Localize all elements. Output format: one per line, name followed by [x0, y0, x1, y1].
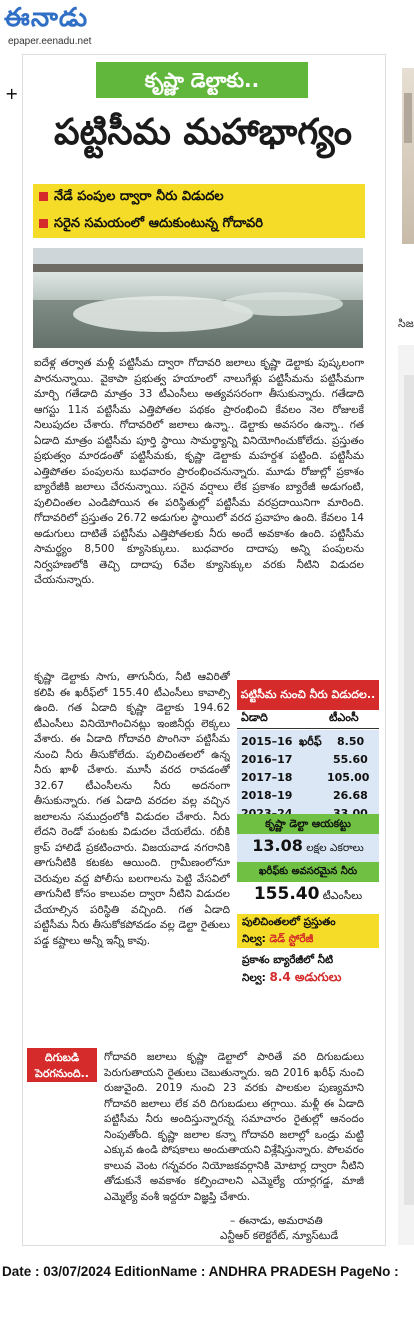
table-header — [237, 710, 379, 729]
article-paragraph-2: కృష్ణా డెల్టాకు సాగు, తాగునీరు, నీటి ఆవిరితో కలిపి ఈ ఖరీఫ్‌లో 155.40 టీఎంసీలు కావాల్సి ఉంది. గత ఏడాది కృష్ణా డెల్టాకు 194.62 టీఎంసీలు వినియోగించినట్లు ఇంజినీర్లు లెక్కలు వేశారు. ఈ ఏడాది గోదావరి పొంగినా పట్టిసీమ నుంచి నీరు తీసుకోలేదు. పులిచింతలలో ఉన్న నీరు ఖాళీ చేశారు. మూసీ వరద రావడంతో 32.67 టీఎంసీలను నీరు అదనంగా తీసుకున్నారు. గత ఏడాది వరదల వల్ల వచ్చిన జలాలను సముద్రంలోకి విడుదల చేశారు. నీరు లేదని రెండో పంటకు విడుదల చేయలేదు. రబీకి క్రాప్ హాలిడే ప్రకటించారు. విజయవాడ నగరానికి తాగునీటికి కటకట ఆయింది. గ్రామీణంలోనూ చెరువుల వద్ద పోలీసు బలగాలను పెట్టి వేసవిలో తాగునీటి కోసం కాలువల ద్వారా నీటిని విడుదల చేయాల్సిన పరిస్థితి వచ్చింది. గత ఏడాది పట్టిసీమ నీరు తీసుకోకపోవడం వల్ల డెల్టా రైతులు పడ్డ కష్టాలు అన్నీ ఇన్నీ కావు. — [34, 671, 230, 947]
subheadline-box — [33, 184, 365, 238]
subheadline-1 — [39, 184, 224, 210]
site-url: epaper.eenadu.net — [8, 36, 92, 47]
table-title: పట్టిసీమ నుంచి నీరు విడుదల.. — [237, 680, 379, 710]
byline-2: ఎన్టీఆర్ కలెక్టరేట్, న్యూస్‌టుడే — [220, 1230, 339, 1242]
ayacut-value: 13.08 లక్షల ఎకరాలు — [252, 836, 364, 855]
table-row: 2017–18 105.00 — [241, 771, 370, 784]
subheadline-1-text: నేడే పంపుల ద్వారా నీరు విడుదల — [54, 189, 224, 204]
plus-icon[interactable]: + — [5, 84, 19, 103]
pattiseema-photo — [33, 248, 363, 348]
byline-1: – ఈనాడు, అమరావతి — [230, 1215, 323, 1227]
prakasam-box: ప్రకాశం బ్యారేజీలో నీటి నిల్వ: 8.4 అడుగులు — [242, 954, 342, 984]
subheadline-2 — [39, 211, 263, 237]
table-row: 2015–16 ఖరీఫ్ 8.50 — [241, 735, 365, 748]
article-paragraph-1: ఐదేళ్ల తర్వాత మళ్లీ పట్టిసీమ ద్వారా గోదావరి జలాలు కృష్ణా డెల్టాకు పుష్కలంగా పారనున్నాయి. వైకాపా ప్రభుత్వ హయాంలో నాలుగేళ్లు పట్టిసీమను పట్టిసీమగా మార్చి గతేడాది మాత్రం 33 టీఎంసీలు అత్యవసరంగా తీసుకున్నారు. గతేడాది ఆగస్టు 11న పట్టిసీమ ఎత్తిపోతల పథకం ప్రారంభించి కేవలం నెల రోజులకే నిలుపుదల చేశారు. గోదావరిలో జలాలు ఉన్నా.. డెల్టాకు అవసరం ఉన్నా.. గత ఏడాది మాత్రం పట్టిసీమ పూర్తి స్థాయి సామర్థ్యాన్ని వినియోగించుకోలేదు. ప్రస్తుతం ప్రభుత్వం మారడంతో పట్టిసీమకు, కృష్ణా డెల్టాకు మహర్దశ పట్టింది. పట్టిసీమ ఎత్తిపోతల పంపులను బుధవారం ప్రారంభించనున్నారు. మూడు రోజుల్లో ప్రకాశం బ్యారేజీకి జలాలు చేరనున్నాయి. సరైన వర్షాలు లేక ప్రకాశం బ్యారేజీ అడుగంటి, పులిచింతల ఎండిపోయిన ఈ పరిస్థితుల్లో పట్టిసీమ వరప్రదాయినిగా మారింది. గోదావరిలో ప్రస్తుతం 26.72 అడుగుల స్థాయిలో వరద ప్రవాహం ఉంది. కేవలం 14 అడుగులు దాటితే పట్టిసీమ ఎత్తిపోతలకు నీరు అందే అవకాశం ఉంది. పట్టిసీమ సామర్థ్యం 8,500 క్యూసెక్కులు. బుధవారం దాదాపు అన్ని పంపులను నిర్వహణలోకి తెచ్చి దాదాపు 6వేల క్యూసెక్కుల వరకు నీటిని విడుదల చేయనున్నారు. — [34, 357, 364, 586]
pulichintala-box: పులిచింతలలో ప్రస్తుతం నిల్వ: డెడ్ స్టోరేజీ — [237, 914, 379, 948]
headline: పట్టిసీమ మహాభాగ్యం — [54, 112, 352, 153]
adjacent-article-photo — [402, 68, 414, 244]
article-paragraph-3: గోదావరి జలాలు కృష్ణా డెల్టాలో పారితే వరి దిగుబడులు పెరుగుతాయని రైతులు చెబుతున్నారు. ఇది 2016 ఖరీఫ్ నుంచి రుజువైంది. 2019 నుంచి 23 వరకు పాలకుల పుణ్యమాని గోదావరి జలాలు లేక వరి దిగుబడులు తగ్గాయి. మళ్లీ ఈ ఏడాది పట్టిసీమ నీరు అందిస్తున్నారన్న సమాచారం రైతుల్లో ఆనందం నింపుతోంది. కృష్ణా జలాల కన్నా గోదావరి జలాల్లో ఒండ్రు మట్టి ఎక్కువ ఉండి పోషకాలు అందుతాయని విశ్లేషిస్తున్నారు. పోలవరం కాలువ వెంట గన్నవరం నియోజకవర్గానికి మోటార్ల ద్వారా నీటిని తోడుకునే అవకాశం కల్పించాలని ఎమ్మెల్యే యార్లగడ్డ, మాజీ ఎమ్మెల్యే వంశీ ఇద్దరూ విజ్ఞప్తి చేశారు. — [104, 1051, 364, 1203]
adjacent-article-text: సిజ — [398, 317, 414, 330]
subheadline-2-text: సరైన సమయంలో ఆదుకుంటున్న గోదావరి — [54, 216, 263, 231]
bullet-square-icon — [39, 219, 48, 228]
table-row: 2016–17 55.60 — [241, 753, 368, 766]
ayacut-heading: కృష్ణా డెల్టా ఆయకట్టు — [237, 814, 379, 834]
col-year: ఏడాది — [241, 711, 268, 724]
bullet-square-icon — [39, 192, 48, 201]
eenadu-logo[interactable]: ఈనాడు — [4, 3, 89, 33]
release-stats-box — [237, 680, 379, 984]
page-footer: Date : 03/07/2024 EditionName : ANDHRA PRADESH PageNo : — [2, 1264, 399, 1279]
kicker-banner: కృష్ణా డెల్టాకు.. — [96, 62, 308, 98]
kharif-heading: ఖరీఫ్‌కు అవసరమైన నీరు — [237, 862, 379, 882]
kharif-value: 155.40 టీఎంసీలు — [253, 884, 363, 904]
adjacent-article-column — [398, 345, 414, 1245]
table-row: 2018–19 26.68 — [241, 789, 368, 802]
yield-callout: దిగుబడి పెరగనుంది.. — [27, 1048, 97, 1082]
col-tmc: టీఎంసీ — [329, 711, 359, 724]
